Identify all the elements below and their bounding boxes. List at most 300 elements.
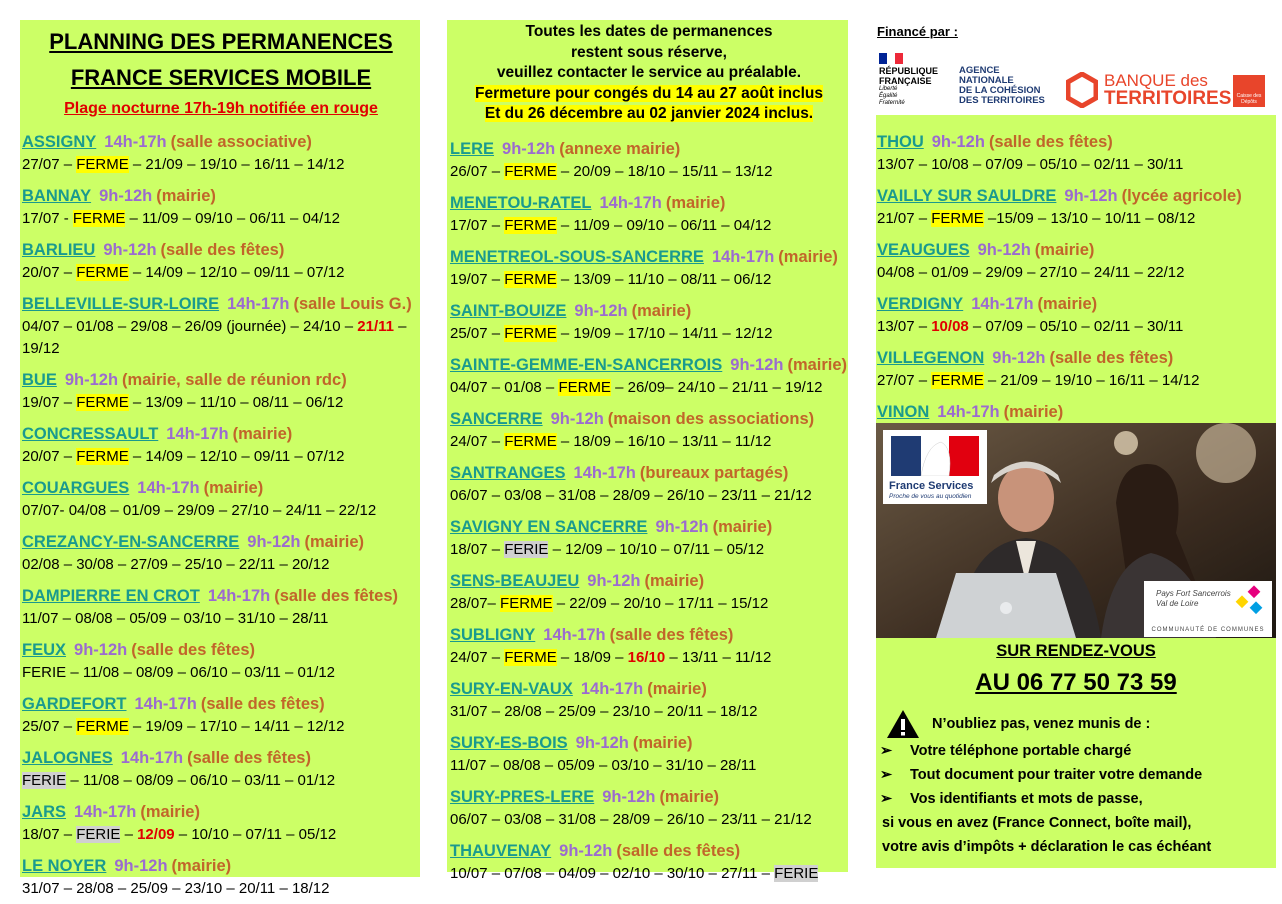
date-text: – 12/09 – 10/10 – 07/11 – 05/12 <box>548 540 765 558</box>
date-list <box>877 370 1276 392</box>
town-name: VILLEGENON <box>877 349 985 367</box>
town-name: BELLEVILLE-SUR-LOIRE <box>22 295 220 313</box>
venue: (salle des fêtes) <box>274 587 399 605</box>
france-services-logo: France Services Proche de vous au quotidien <box>883 430 987 504</box>
venue: (salle des fêtes) <box>131 641 256 659</box>
entry-header <box>450 785 848 809</box>
date-text: – 21/09 – 19/10 – 16/11 – 14/12 <box>983 372 1200 389</box>
schedule-entry <box>450 245 848 291</box>
venue: (mairie) <box>1034 241 1095 259</box>
entry-header <box>22 422 420 446</box>
entry-header <box>450 677 848 701</box>
night-date: 16/10 <box>627 648 666 666</box>
venue: (mairie) <box>203 479 264 497</box>
town-name: SURY-EN-VAUX <box>450 679 573 698</box>
town-name: SURY-ES-BOIS <box>450 733 568 752</box>
venue: (mairie) <box>665 193 726 212</box>
entry-header <box>450 353 848 377</box>
holiday-badge: FERIE <box>22 772 67 789</box>
date-list <box>450 431 848 453</box>
town-name: LERE <box>450 139 495 158</box>
entry-header <box>877 130 1276 154</box>
entry-header <box>22 746 420 770</box>
date-list <box>22 878 420 900</box>
bullet-item: ➢ Tout document pour traiter votre demande <box>880 767 1203 783</box>
date-text: – 18/09 – <box>556 648 628 666</box>
schedule-entry <box>450 191 848 237</box>
date-text: – <box>120 826 138 843</box>
date-text: 06/07 – 03/08 – 31/08 – 28/09 – 26/10 – 23/11 – 21/12 <box>450 486 812 504</box>
entry-header <box>450 407 848 431</box>
date-list <box>877 262 1276 284</box>
closed-badge: FERME <box>76 394 129 411</box>
closed-badge: FERME <box>504 324 557 342</box>
entries-list-3 <box>877 130 1276 446</box>
schedule-entry <box>22 800 420 846</box>
venue: (mairie) <box>659 787 720 806</box>
anct-logo: AGENCE NATIONALE DE LA COHÉSION DES TERRITOIRES <box>959 65 1045 106</box>
town-name: SENS-BEAUJEU <box>450 571 580 590</box>
schedule-entry <box>450 623 848 669</box>
column-1 <box>20 20 420 897</box>
entry-header <box>22 692 420 716</box>
town-name: LE NOYER <box>22 857 107 875</box>
date-text: 21/07 – <box>877 210 932 227</box>
opening-hours: 9h-12h <box>655 517 709 536</box>
date-text: 28/07– <box>450 594 501 612</box>
town-name: SUBLIGNY <box>450 625 536 644</box>
date-text: 11/07 – 08/08 – 05/09 – 03/10 – 31/10 – 28/11 <box>450 756 757 774</box>
date-list <box>22 154 420 176</box>
venue: (mairie) <box>631 301 692 320</box>
entry-header <box>22 368 420 392</box>
date-list <box>450 215 848 237</box>
date-text: 27/07 – <box>22 156 77 173</box>
schedule-entry <box>22 530 420 576</box>
opening-hours: 14h-17h <box>104 133 167 151</box>
town-name: CREZANCY-EN-SANCERRE <box>22 533 240 551</box>
date-text: 04/07 – 01/08 – 29/08 – 26/09 (journée) – 24/10 – <box>22 318 358 335</box>
entry-header <box>450 137 848 161</box>
town-name: FEUX <box>22 641 67 659</box>
venue: (mairie) <box>304 533 365 551</box>
notice-line-3: veuillez contacter le service au préalable. <box>496 64 802 81</box>
venue: (mairie) <box>171 857 232 875</box>
holiday-badge: FERIE <box>774 864 819 882</box>
bullet-item: ➢ Vos identifiants et mots de passe, <box>880 791 1143 807</box>
banque-des-territoires-logo: BANQUE des TERRITOIRES <box>1066 72 1231 108</box>
date-text: FERIE – 11/08 – 08/09 – 06/10 – 03/11 – 01/12 <box>22 664 336 681</box>
date-text: – 18/09 – 16/10 – 13/11 – 11/12 <box>556 432 772 450</box>
town-name: VEAUGUES <box>877 241 970 259</box>
town-name: MENETREOL-SOUS-SANCERRE <box>450 247 704 266</box>
entry-header <box>877 346 1276 370</box>
bullet-item: ➢ Votre téléphone portable chargé <box>880 743 1132 759</box>
schedule-entry <box>877 292 1276 338</box>
appointment-label: SUR RENDEZ-VOUS <box>996 642 1156 660</box>
date-list <box>22 208 420 230</box>
schedule-entry <box>450 407 848 453</box>
date-text: – 10/10 – 07/11 – 05/12 <box>174 826 337 843</box>
entry-header <box>877 184 1276 208</box>
title-line-1: PLANNING DES PERMANENCES <box>49 29 393 54</box>
town-name: JALOGNES <box>22 749 113 767</box>
entry-header <box>450 515 848 539</box>
town-name: BUE <box>22 371 57 389</box>
date-list <box>22 262 420 284</box>
closed-badge: FERME <box>500 594 553 612</box>
schedule-entry <box>450 569 848 615</box>
town-name: SURY-PRES-LERE <box>450 787 595 806</box>
town-name: BARLIEU <box>22 241 96 259</box>
night-date: 21/11 <box>357 318 394 335</box>
entry-header <box>450 461 848 485</box>
date-text: – 11/09 – 09/10 – 06/11 – 04/12 <box>125 210 341 227</box>
notice-line-4: Fermeture pour congés du 14 au 27 août inclus <box>475 84 823 102</box>
venue: (mairie) <box>787 355 848 374</box>
date-text: – 21/09 – 19/10 – 16/11 – 14/12 <box>128 156 345 173</box>
town-name: SANTRANGES <box>450 463 566 482</box>
opening-hours: 9h-12h <box>550 409 604 428</box>
town-name: SAINTE-GEMME-EN-SANCERROIS <box>450 355 723 374</box>
venue: (salle des fêtes) <box>187 749 311 767</box>
entry-header <box>22 292 420 316</box>
date-text: – 13/11 – 11/12 <box>665 648 772 666</box>
opening-hours: 9h-12h <box>559 841 613 860</box>
notice-line-1: Toutes les dates de permanences <box>525 23 773 40</box>
opening-hours: 14h-17h <box>227 295 290 313</box>
schedule-entry <box>877 130 1276 176</box>
town-name: VERDIGNY <box>877 295 964 313</box>
venue: (mairie) <box>1003 403 1064 421</box>
schedule-entry <box>450 299 848 345</box>
schedule-entry <box>450 785 848 831</box>
venue: (annexe mairie) <box>559 139 681 158</box>
bullet-continuation-1: si vous en avez (France Connect, boîte mail), <box>882 815 1192 831</box>
venue: (lycée agricole) <box>1121 187 1242 205</box>
entry-header <box>450 623 848 647</box>
date-list <box>22 554 420 576</box>
opening-hours: 14h-17h <box>599 193 662 212</box>
date-list <box>877 316 1276 338</box>
schedule-entry <box>22 638 420 684</box>
hexagon-icon <box>1066 72 1098 108</box>
venue: (mairie) <box>232 425 293 443</box>
schedule-entry <box>22 130 420 176</box>
opening-hours: 14h-17h <box>207 587 271 605</box>
opening-hours: 9h-12h <box>992 349 1046 367</box>
town-name: ASSIGNY <box>22 133 97 151</box>
entry-header <box>22 238 420 262</box>
venue: (mairie) <box>140 803 200 821</box>
date-list <box>450 809 848 831</box>
date-text: 25/07 – <box>22 718 77 735</box>
opening-hours: 9h-12h <box>574 301 628 320</box>
venue: (mairie, salle de réunion rdc) <box>122 371 347 389</box>
opening-hours: 9h-12h <box>502 139 556 158</box>
date-text: – 13/09 – 11/10 – 08/11 – 06/12 <box>128 394 344 411</box>
date-list <box>877 154 1276 176</box>
closed-badge: FERME <box>558 378 611 396</box>
phone-number[interactable]: AU 06 77 50 73 59 <box>975 669 1177 696</box>
venue: (salle des fêtes) <box>616 841 741 860</box>
town-name: COUARGUES <box>22 479 130 497</box>
schedule-entry <box>450 353 848 399</box>
date-list <box>22 608 420 630</box>
marianne-icon <box>891 436 979 476</box>
entry-header <box>22 800 420 824</box>
date-list <box>22 500 420 522</box>
date-list <box>22 716 420 738</box>
date-text: – 14/09 – 12/10 – 09/11 – 07/12 <box>128 448 345 465</box>
night-date: 10/08 <box>931 318 969 335</box>
date-text: 10/07 – 07/08 – 04/09 – 02/10 – 30/10 – 27/11 – <box>450 864 775 882</box>
closed-badge: FERME <box>504 216 557 234</box>
schedule-entry <box>22 692 420 738</box>
closed-badge: FERME <box>72 210 126 227</box>
date-text: 11/07 – 08/08 – 05/09 – 03/10 – 31/10 – 28/11 <box>22 610 329 627</box>
closed-badge: FERME <box>76 718 129 735</box>
schedule-entry <box>450 137 848 183</box>
opening-hours: 9h-12h <box>1064 187 1118 205</box>
opening-hours: 14h-17h <box>120 749 184 767</box>
date-list <box>450 539 848 561</box>
date-list <box>22 446 420 468</box>
date-text: 04/08 – 01/09 – 29/09 – 27/10 – 24/11 – 22/12 <box>877 264 1185 281</box>
closed-badge: FERME <box>76 156 129 173</box>
date-text: 25/07 – <box>450 324 505 342</box>
entry-header <box>450 839 848 863</box>
holiday-badge: FERIE <box>504 540 549 558</box>
town-name: VAILLY SUR SAULDRE <box>877 187 1057 205</box>
title-line-2: FRANCE SERVICES MOBILE <box>70 65 372 90</box>
schedule-entry <box>450 731 848 777</box>
closed-badge: FERME <box>504 270 557 288</box>
date-text: 31/07 – 28/08 – 25/09 – 23/10 – 20/11 – 18/12 <box>450 702 758 720</box>
venue: (mairie) <box>712 517 773 536</box>
town-name: SANCERRE <box>450 409 543 428</box>
date-text: – 22/09 – 20/10 – 17/11 – 15/12 <box>552 594 769 612</box>
entry-header <box>22 638 420 662</box>
town-name: CONCRESSAULT <box>22 425 159 443</box>
entries-list-1 <box>22 130 420 900</box>
entry-header <box>22 854 420 878</box>
column-2 <box>447 20 848 882</box>
closed-badge: FERME <box>504 648 557 666</box>
closed-badge: FERME <box>76 448 129 465</box>
schedule-entry <box>877 238 1276 284</box>
caisse-des-depots-logo: Caisse des Dépôts <box>1233 75 1265 107</box>
opening-hours: 9h-12h <box>977 241 1031 259</box>
opening-hours: 9h-12h <box>64 371 119 389</box>
opening-hours: 9h-12h <box>575 733 629 752</box>
town-name: THAUVENAY <box>450 841 552 860</box>
venue: (salle associative) <box>170 133 312 151</box>
venue: (mairie) <box>647 679 707 698</box>
entry-header <box>450 191 848 215</box>
entry-header <box>877 292 1276 316</box>
warning-icon <box>886 709 920 739</box>
entry-header <box>450 569 848 593</box>
date-list <box>22 316 420 360</box>
date-text: 24/07 – <box>450 432 505 450</box>
schedule-entry <box>450 515 848 561</box>
opening-hours: 9h-12h <box>587 571 641 590</box>
venue: (mairie) <box>644 571 705 590</box>
date-list <box>450 323 848 345</box>
date-list <box>22 392 420 414</box>
photo <box>876 423 1276 638</box>
date-list <box>450 377 848 399</box>
date-text: 04/07 – 01/08 – <box>450 378 559 396</box>
schedule-entry <box>22 292 420 360</box>
date-text: 20/07 – <box>22 264 77 281</box>
venue: (mairie) <box>632 733 693 752</box>
date-list <box>450 161 848 183</box>
entry-header <box>22 584 420 608</box>
venue: (mairie) <box>156 187 216 205</box>
opening-hours: 9h-12h <box>247 533 301 551</box>
closed-badge: FERME <box>504 432 557 450</box>
town-name: VINON <box>877 403 930 421</box>
venue: (mairie) <box>1037 295 1098 313</box>
funding-label: Financé par : <box>877 24 958 39</box>
date-text: – 26/09– 24/10 – 21/11 – 19/12 <box>610 378 823 396</box>
opening-hours: 14h-17h <box>137 479 200 497</box>
entries-list-2 <box>450 137 848 885</box>
opening-hours: 14h-17h <box>543 625 606 644</box>
opening-hours: 9h-12h <box>74 641 128 659</box>
date-list <box>877 208 1276 230</box>
date-text: – 07/09 – 05/10 – 02/11 – 30/11 <box>968 318 1184 335</box>
date-text: 20/07 – <box>22 448 77 465</box>
date-list <box>450 647 848 669</box>
schedule-entry <box>22 854 420 900</box>
colored-diamonds-icon <box>1222 583 1268 623</box>
schedule-entry <box>22 476 420 522</box>
entry-header <box>22 130 420 154</box>
closed-badge: FERME <box>931 372 984 389</box>
schedule-entry <box>22 422 420 468</box>
opening-hours: 14h-17h <box>74 803 137 821</box>
entry-header <box>877 400 1276 424</box>
schedule-entry <box>450 839 848 885</box>
opening-hours: 9h-12h <box>103 241 157 259</box>
date-text: 06/07 – 03/08 – 31/08 – 28/09 – 26/10 – 23/11 – 21/12 <box>450 810 812 828</box>
date-text: 18/07 – <box>22 826 77 843</box>
date-text: 27/07 – <box>877 372 932 389</box>
night-date: 12/09 <box>137 826 175 843</box>
opening-hours: 9h-12h <box>99 187 153 205</box>
date-text: – 19/09 – 17/10 – 14/11 – 12/12 <box>128 718 345 735</box>
venue: (salle des fêtes) <box>200 695 325 713</box>
town-name: JARS <box>22 803 67 821</box>
date-text: – 19/09 – 17/10 – 14/11 – 12/12 <box>556 324 773 342</box>
opening-hours: 9h-12h <box>114 857 168 875</box>
date-text: 31/07 – 28/08 – 25/09 – 23/10 – 20/11 – 18/12 <box>22 880 330 897</box>
french-flag-icon <box>879 53 903 64</box>
venue: (salle Louis G.) <box>293 295 412 313</box>
date-text: 13/07 – <box>877 318 932 335</box>
schedule-entry <box>22 184 420 230</box>
date-list <box>450 863 848 885</box>
opening-hours: 9h-12h <box>602 787 656 806</box>
town-name: SAVIGNY EN SANCERRE <box>450 517 648 536</box>
date-text: 13/07 – 10/08 – 07/09 – 05/10 – 02/11 – 30/11 <box>877 156 1184 173</box>
opening-hours: 9h-12h <box>931 133 985 151</box>
town-name: BANNAY <box>22 187 92 205</box>
date-list <box>22 824 420 846</box>
date-text: 19/07 – <box>450 270 505 288</box>
date-text: 24/07 – <box>450 648 505 666</box>
entry-header <box>450 299 848 323</box>
notice-line-2: restent sous réserve, <box>571 43 727 61</box>
date-text: 17/07 – <box>450 216 505 234</box>
venue: (mairie) <box>778 247 838 266</box>
schedule-entry <box>22 746 420 792</box>
date-text: 26/07 – <box>450 162 505 180</box>
town-name: GARDEFORT <box>22 695 127 713</box>
entry-header <box>22 476 420 500</box>
date-list <box>22 770 420 792</box>
closed-badge: FERME <box>504 162 557 180</box>
opening-hours: 14h-17h <box>134 695 197 713</box>
opening-hours: 9h-12h <box>730 355 784 374</box>
venue: (salle des fêtes) <box>988 133 1113 151</box>
schedule-entry <box>22 238 420 284</box>
schedule-entry <box>877 346 1276 392</box>
opening-hours: 14h-17h <box>166 425 229 443</box>
date-text: 19/07 – <box>22 394 77 411</box>
opening-hours: 14h-17h <box>937 403 1000 421</box>
opening-hours: 14h-17h <box>971 295 1034 313</box>
entry-header <box>450 245 848 269</box>
entry-header <box>877 238 1276 262</box>
venue: (bureaux partagés) <box>639 463 789 482</box>
entry-header <box>450 731 848 755</box>
opening-hours: 14h-17h <box>711 247 775 266</box>
town-name: MENETOU-RATEL <box>450 193 592 212</box>
reminder: N’oubliez pas, venez munis de : <box>886 709 1276 739</box>
date-list <box>450 755 848 777</box>
date-text: 02/08 – 30/08 – 27/09 – 25/10 – 22/11 – 20/12 <box>22 556 330 573</box>
date-text: – 19/12 <box>22 318 407 357</box>
republique-francaise-logo: RÉPUBLIQUE FRANÇAISE Liberté Égalité Fraternité <box>879 53 938 107</box>
bullet-continuation-2: votre avis d’impôts + déclaration le cas échéant <box>882 839 1212 855</box>
town-name: SAINT-BOUIZE <box>450 301 567 320</box>
date-text: 18/07 – <box>450 540 505 558</box>
schedule-entry <box>450 677 848 723</box>
date-list <box>450 593 848 615</box>
closed-badge: FERME <box>931 210 984 227</box>
opening-hours: 14h-17h <box>573 463 636 482</box>
column-3 <box>876 115 1276 423</box>
closed-badge: FERME <box>76 264 129 281</box>
entry-header <box>22 184 420 208</box>
date-list <box>450 701 848 723</box>
date-list <box>22 662 420 684</box>
venue: (salle des fêtes) <box>1049 349 1174 367</box>
holiday-badge: FERIE <box>76 826 121 843</box>
communaute-de-communes-logo: Pays Fort Sancerrois Val de Loire COMMUNAUTÉ DE COMMUNES <box>1144 581 1272 637</box>
schedule-entry <box>22 368 420 414</box>
date-text: – 20/09 – 18/10 – 15/11 – 13/12 <box>556 162 773 180</box>
date-text: 17/07 - <box>22 210 73 227</box>
date-text: 07/07- 04/08 – 01/09 – 29/09 – 27/10 – 24/11 – 22/12 <box>22 502 377 519</box>
date-list <box>450 485 848 507</box>
contact-panel <box>876 638 1276 868</box>
venue: (salle des fêtes) <box>160 241 285 259</box>
